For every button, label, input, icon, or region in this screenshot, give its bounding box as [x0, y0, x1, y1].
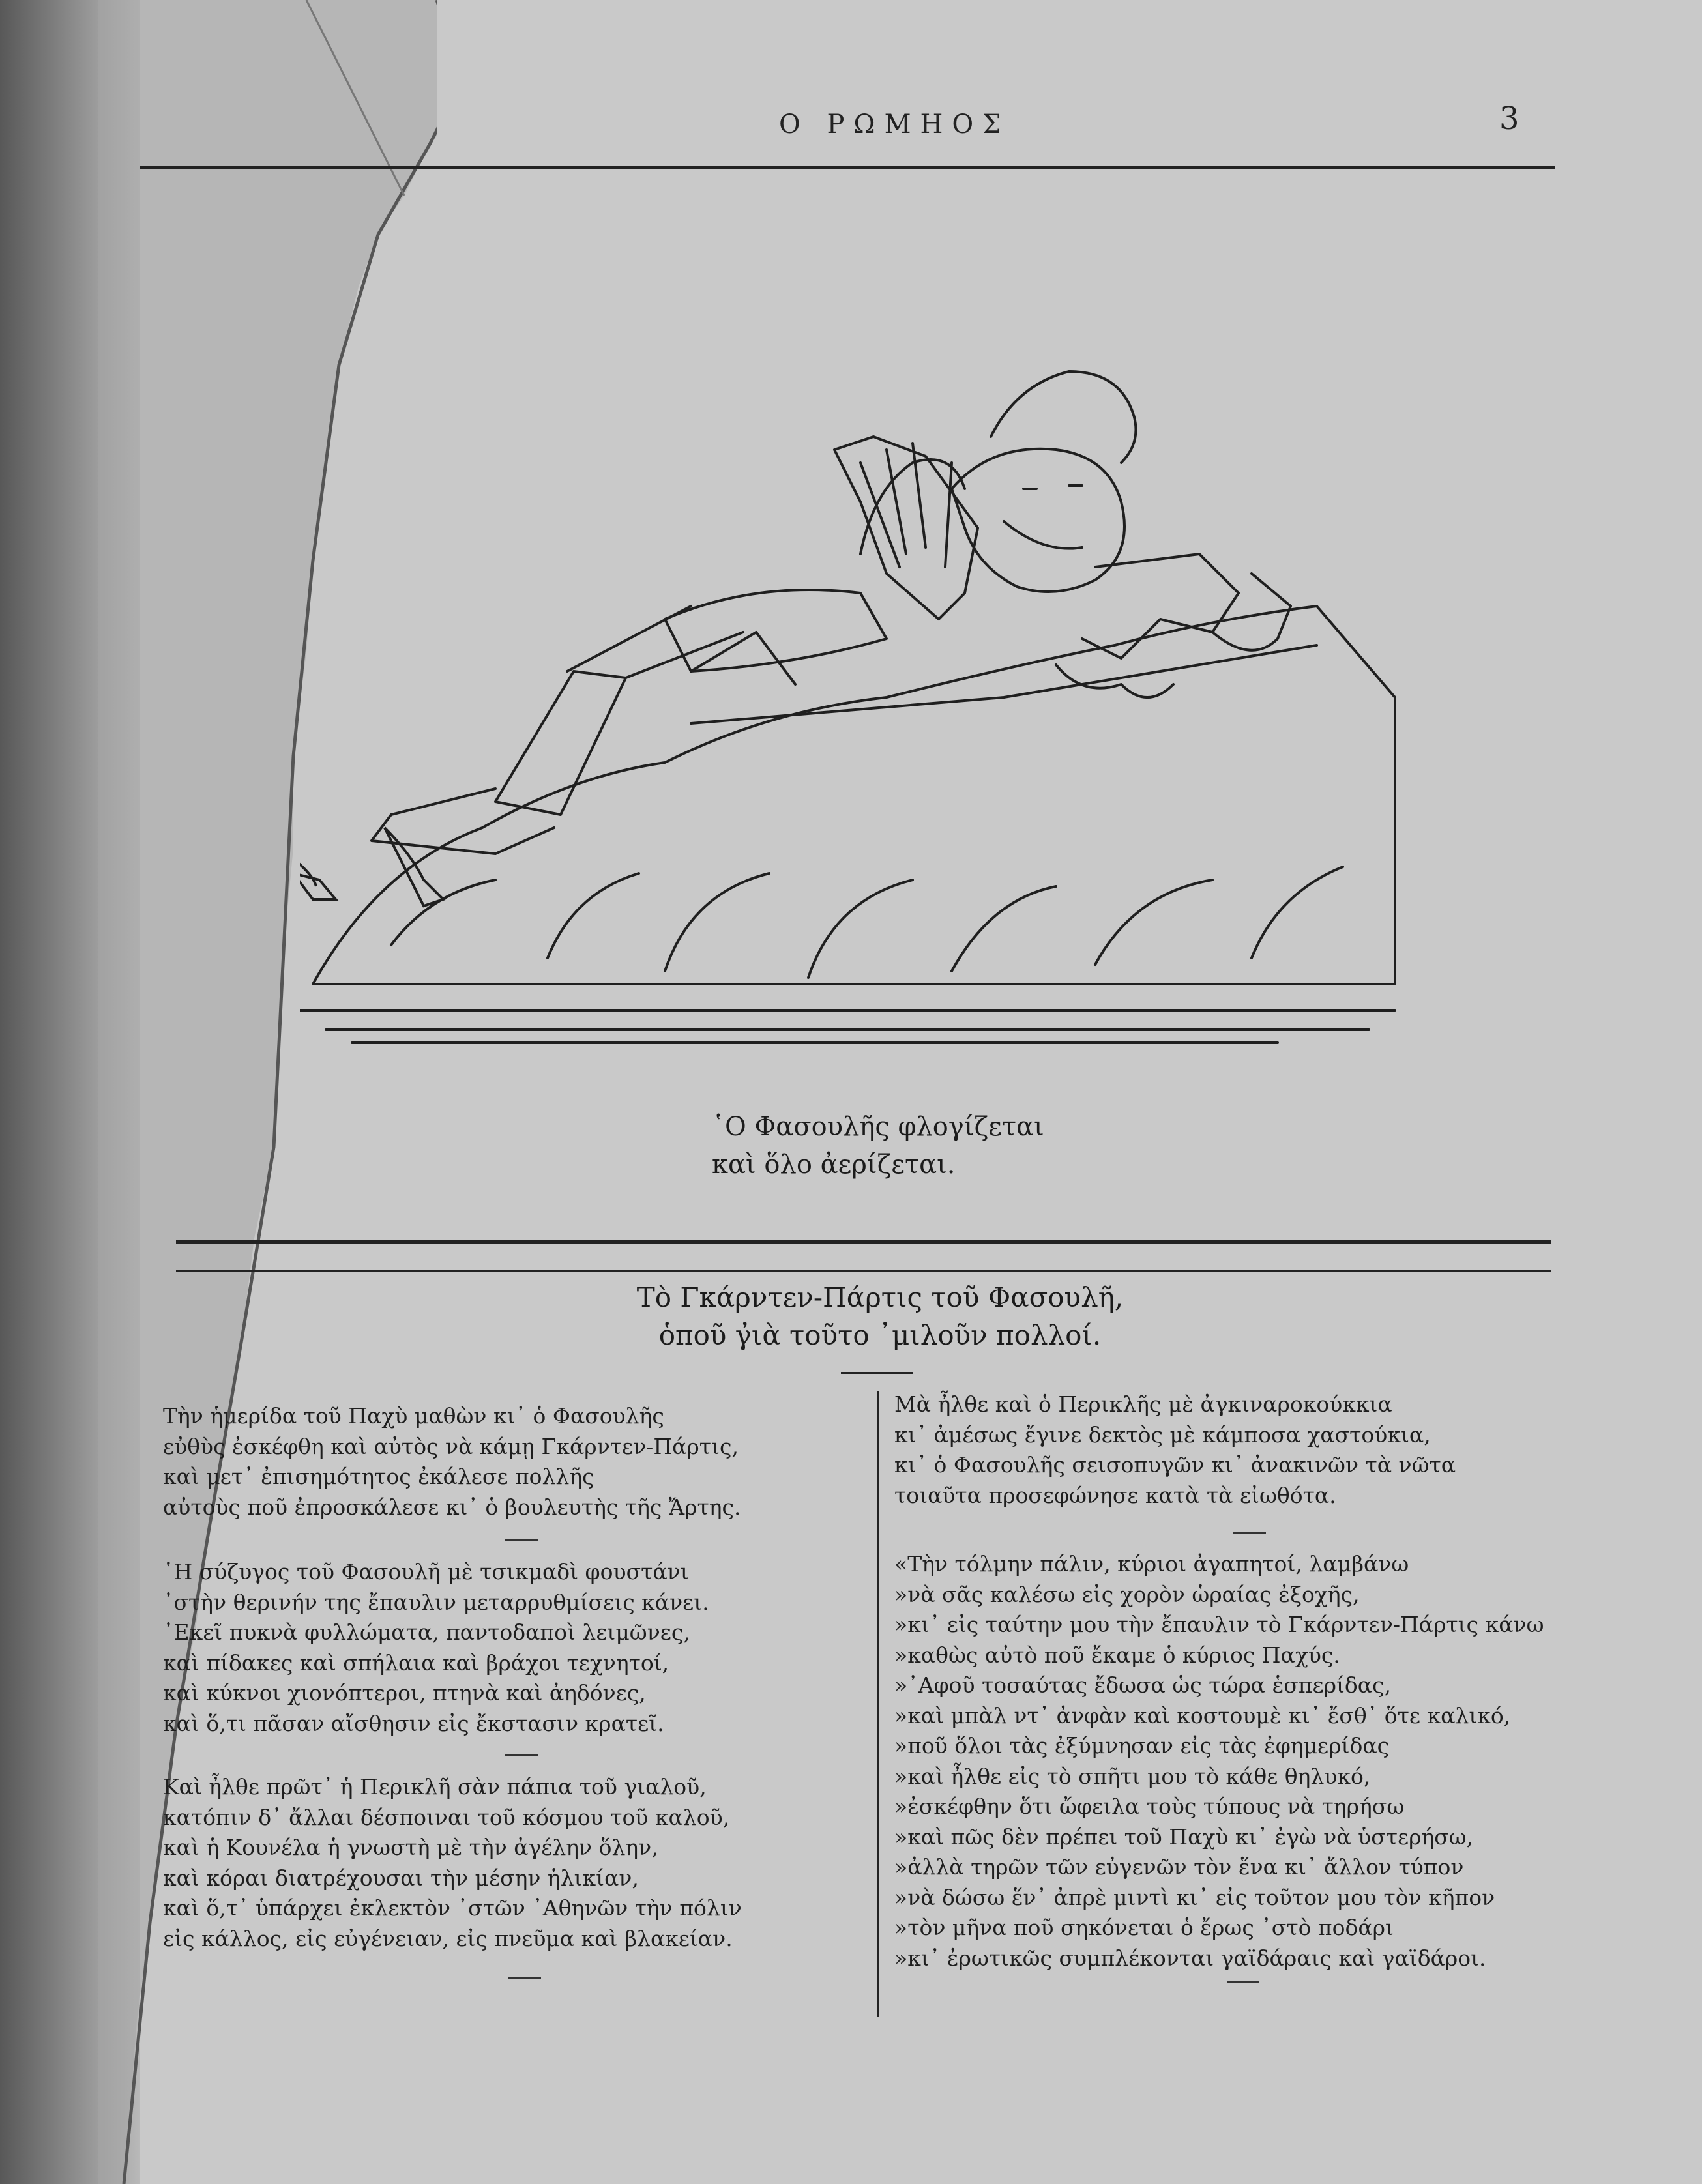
- verse-line: »ἀλλὰ τηρῶν τῶν εὐγενῶν τὸν ἕνα κι᾿ ἄλλον τύπον: [894, 1854, 1464, 1880]
- verse-line: »νὰ σᾶς καλέσω εἰς χορὸν ὡραίας ἐξοχῆς,: [894, 1581, 1360, 1607]
- section-divider-rule: [176, 1240, 1551, 1244]
- article-title-line-2: ὁποῦ γ̓ιὰ τοῦτο ᾿μιλοῦν πολλοί.: [658, 1319, 1102, 1351]
- stanza-separator: [508, 1977, 541, 1979]
- verse-line: »καὶ ἦλθε εἰς τὸ σπῆτι μου τὸ κάθε θηλυκό,: [894, 1763, 1371, 1789]
- verse-line: καὶ πίδακες καὶ σπήλαια καὶ βράχοι τεχνητοί,: [163, 1650, 669, 1676]
- verse-line: ᾿Εκεῖ πυκνὰ φυλλώματα, παντοδαποὶ λειμῶνες,: [163, 1620, 690, 1645]
- verse-line: Καὶ ἦλθε πρῶτ᾿ ἡ Περικλῆ σὰν πάπια τοῦ γιαλοῦ,: [163, 1774, 707, 1799]
- section-divider-rule-lower: [176, 1270, 1551, 1272]
- verse-line: ῾Η σύζυγος τοῦ Φασουλῆ μὲ τσικμαδὶ φουστάνι: [163, 1559, 689, 1584]
- title-rule: [841, 1372, 913, 1374]
- verse-line: Τὴν ἡμερίδα τοῦ Παχὺ μαθὼν κι᾿ ὁ Φασουλῆς: [163, 1403, 664, 1429]
- verse-line: »ποῦ ὅλοι τὰς ἐξύμνησαν εἰς τὰς ἐφημερίδας: [894, 1733, 1390, 1758]
- header-rule: [140, 166, 1555, 169]
- verse-line: »κι᾿ ἐρωτικῶς συμπλέκονται γαϊδάραις καὶ γαϊδάροι.: [894, 1945, 1486, 1971]
- stanza: [163, 1401, 742, 1522]
- verse-line: Μὰ ἦλθε καὶ ὁ Περικλῆς μὲ ἀγκιναροκούκκια: [894, 1391, 1392, 1417]
- verse-line: »κι᾿ εἰς ταύτην μου τὴν ἔπαυλιν τὸ Γκάρντεν-Πάρτις κάνω: [894, 1612, 1544, 1637]
- stanza: [163, 1557, 742, 1739]
- verse-line: »καθὼς αὐτὸ ποῦ ἔκαμε ὁ κύριος Παχύς.: [894, 1642, 1340, 1668]
- verse-line: »τὸν μῆνα ποῦ σηκόνεται ὁ ἔρως ᾿στὸ ποδάρι: [894, 1915, 1394, 1940]
- verse-line: »καὶ μπὰλ ντ᾿ ἀνφὰν καὶ κοστουμὲ κι᾿ ἔσθ᾿ ὅτε καλικό,: [894, 1702, 1511, 1728]
- stanza-separator: [505, 1539, 538, 1541]
- page-number: 3: [1499, 100, 1519, 137]
- verse-line: καὶ ὅ,τ᾿ ὑπάρχει ἐκλεκτὸν ᾿στῶν ᾿Αθηνῶν τὴν πόλιν: [163, 1895, 742, 1921]
- verse-line: κατόπιν δ᾿ ἄλλαι δέσποιναι τοῦ κόσμου τοῦ καλοῦ,: [163, 1804, 730, 1830]
- verse-line: κι᾿ ἀμέσως ἔγινε δεκτὸς μὲ κάμποσα χαστούκια,: [894, 1421, 1431, 1448]
- verse-line: «Τὴν τόλμην πάλιν, κύριοι ἀγαπητοί, λαμβάνω: [894, 1551, 1409, 1577]
- caption-line-2: καὶ ὅλο ἀερίζεται.: [712, 1150, 956, 1180]
- stanza-separator: [1227, 1981, 1259, 1983]
- stanza-separator: [505, 1754, 538, 1756]
- verse-line: καὶ κύκνοι χιονόπτεροι, πτηνὰ καὶ ἀηδόνες,: [163, 1680, 646, 1706]
- caption-line-1: ῾Ο Φασουλῆς φλογίζεται: [712, 1112, 1044, 1142]
- verse-line: »᾿Αφοῦ τοσαύτας ἔδωσα ὡς τώρα ἑσπερίδας,: [894, 1672, 1392, 1698]
- article-title-line-1: Τὸ Γκάρντεν-Πάρτις τοῦ Φασουλῆ,: [636, 1281, 1124, 1313]
- verse-line: καὶ κόραι διατρέχουσαι τὴν μέσην ἡλικίαν,: [163, 1865, 639, 1891]
- verse-line: »νὰ δώσω ἕν᾿ ἀπρὲ μιντὶ κι᾿ εἰς τοῦτον μου τὸν κῆπον: [894, 1884, 1495, 1910]
- verse-line: »καὶ πῶς δὲν πρέπει τοῦ Παχὺ κι᾿ ἐγὼ νὰ ὑστερήσω,: [894, 1824, 1474, 1850]
- verse-line: καὶ μετ᾿ ἐπισημότητος ἐκάλεσε πολλῆς: [163, 1464, 594, 1489]
- stanza: [894, 1549, 1544, 1973]
- verse-line: αὐτοὺς ποῦ ἐπροσκάλεσε κι᾿ ὁ βουλευτὴς τῆς Ἄρτης.: [163, 1494, 741, 1520]
- running-title: Ο ΡΩΜΗΟΣ: [779, 109, 1010, 139]
- verse-line: κι᾿ ὁ Φασουλῆς σεισοπυγῶν κι᾿ ἀνακινῶν τὰ νῶτα: [894, 1452, 1456, 1478]
- stanza: [163, 1772, 742, 1954]
- article-right-column: [894, 1390, 1544, 1983]
- stanza-separator: [1233, 1532, 1266, 1534]
- verse-line: »ἐσκέφθην ὅτι ὤφειλα τοὺς τύπους νὰ τηρήσω: [894, 1794, 1405, 1819]
- stanza: [894, 1390, 1544, 1511]
- verse-line: καὶ ἡ Κουνέλα ἡ γνωστὴ μὲ τὴν ἀγέλην ὅλην,: [163, 1835, 658, 1860]
- verse-line: καὶ ὅ,τι πᾶσαν αἴσθησιν εἰς ἔκστασιν κρατεῖ.: [163, 1710, 664, 1736]
- verse-line: εὐθὺς ἐσκέφθη καὶ αὐτὸς νὰ κάμῃ Γκάρντεν-Πάρτις,: [163, 1433, 739, 1459]
- verse-line: εἰς κάλλος, εἰς εὐγένειαν, εἰς πνεῦμα καὶ βλακείαν.: [163, 1925, 733, 1951]
- column-divider-rule: [877, 1391, 879, 2017]
- verse-line: ᾿στὴν θερινήν της ἔπαυλιν μεταρρυθμίσεις κάνει.: [163, 1589, 709, 1615]
- illustration-caption: [712, 1108, 1044, 1184]
- fasoulis-reclining-on-rock-with-fan-icon: [300, 358, 1421, 1049]
- article-left-column: [163, 1401, 742, 1979]
- verse-line: τοιαῦτα προσεφώνησε κατὰ τὰ εἰωθότα.: [894, 1482, 1336, 1508]
- article-title: [587, 1279, 1173, 1354]
